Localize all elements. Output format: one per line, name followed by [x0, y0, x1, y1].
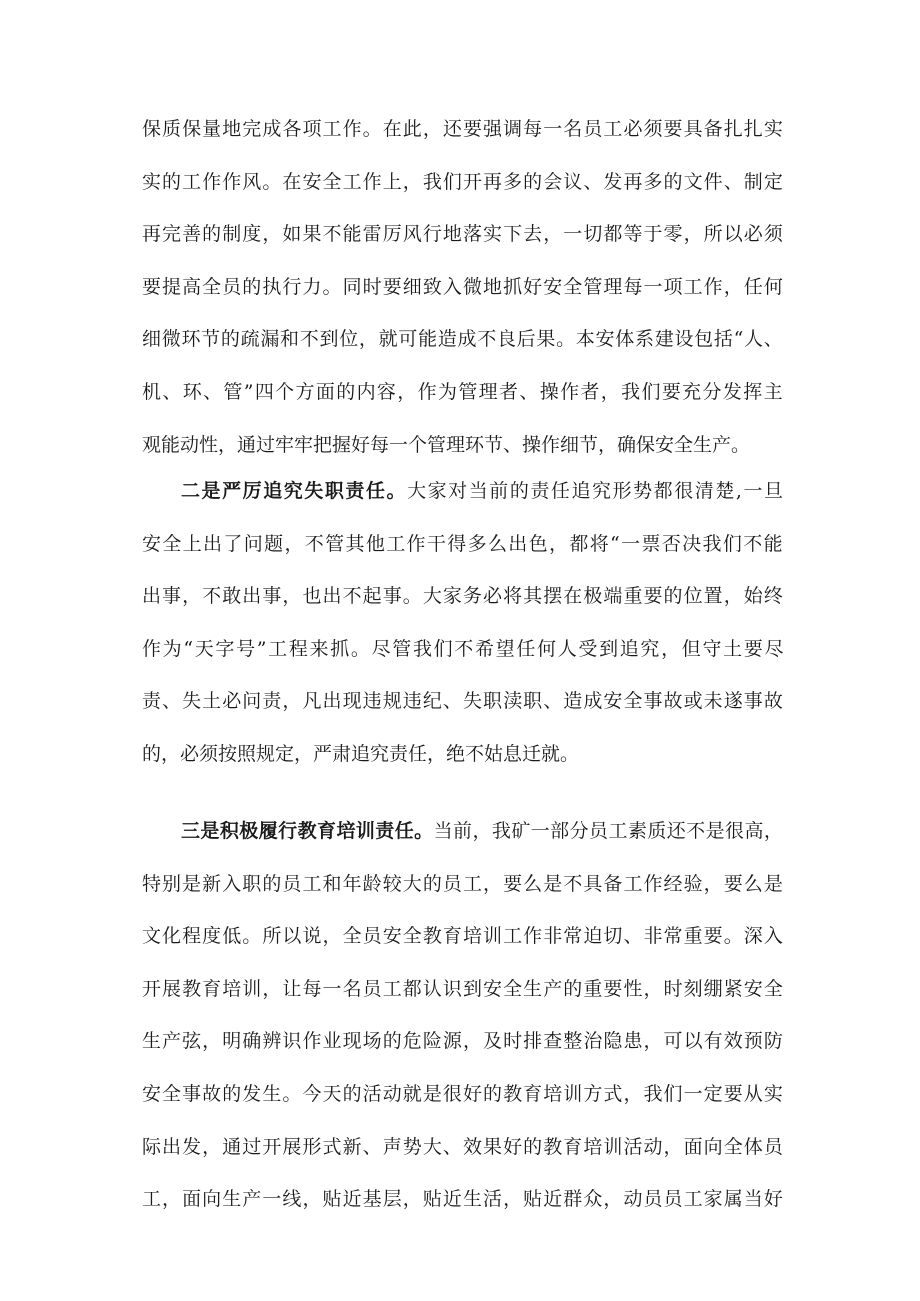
paragraph-1-line-2: 实的工作作风。在安全工作上，我们开再多的会议、发再多的文件、制定: [142, 171, 784, 193]
paragraph-3-line-4: 开展教育培训，让每一名员工都认识到安全生产的重要性，时刻绷紧安全: [142, 978, 784, 1000]
paragraph-1-line-4: 要提高全员的执行力。同时要细致入微地抓好安全管理每一项工作，任何: [142, 276, 784, 298]
paragraph-2-line-3: 出事，不敢出事，也出不起事。大家务必将其摆在极端重要的位置，始终: [142, 585, 784, 607]
paragraph-2-line-6: 的，必须按照规定，严肃追究责任，绝不姑息迁就。: [142, 743, 580, 765]
paragraph-3-line-7: 际出发，通过开展形式新、声势大、效果好的教育培训活动，面向全体员: [142, 1136, 784, 1158]
paragraph-1-line-7: 观能动性，通过牢牢把握好每一个管理环节、操作细节，确保安全生产。: [142, 434, 751, 456]
paragraph-2-heading: 二是严厉追究失职责任。: [181, 480, 408, 502]
paragraph-1-line-5: 细微环节的疏漏和不到位，就可能造成不良后果。本安体系建设包括“人、: [142, 328, 784, 350]
paragraph-2-line-4: 作为“天字号”工程来抓。尽管我们不希望任何人受到追究，但守土要尽: [142, 638, 786, 660]
paragraph-3-heading: 三是积极履行教育培训责任。: [181, 820, 434, 842]
paragraph-1-line-1: 保质保量地完成各项工作。在此，还要强调每一名员工必须要具备扎扎实: [142, 118, 784, 140]
paragraph-3-line-8: 工，面向生产一线，贴近基层，贴近生活，贴近群众，动员员工家属当好: [142, 1188, 784, 1210]
paragraph-2-first-line-text: 大家对当前的责任追究形势都很清楚,一旦: [407, 480, 785, 502]
paragraph-1-line-6: 机、环、管”四个方面的内容，作为管理者、操作者，我们要充分发挥主: [142, 381, 784, 403]
paragraph-3-line-1: [181, 818, 783, 844]
paragraph-3-line-2: 特别是新入职的员工和年龄较大的员工，要么是不具备工作经验，要么是: [142, 873, 784, 895]
paragraph-2-line-5: 责、失土必问责，凡出现违规违纪、失职渎职、造成安全事故或未遂事故: [142, 690, 784, 712]
paragraph-3-first-line-text: 当前，我矿一部分员工素质还不是很高，: [433, 820, 784, 842]
paragraph-3-line-3: 文化程度低。所以说，全员安全教育培训工作非常迫切、非常重要。深入: [142, 925, 784, 947]
paragraph-1-line-3: 再完善的制度，如果不能雷厉风行地落实下去，一切都等于零，所以必须: [142, 223, 784, 245]
paragraph-3-line-5: 生产弦，明确辨识作业现场的危险源，及时排查整治隐患，可以有效预防: [142, 1030, 784, 1052]
paragraph-2-line-1: [181, 478, 785, 504]
paragraph-2-line-2: 安全上出了问题，不管其他工作干得多么出色，都将“一票否决我们不能: [142, 533, 784, 555]
paragraph-3-line-6: 安全事故的发生。今天的活动就是很好的教育培训方式，我们一定要从实: [142, 1083, 784, 1105]
